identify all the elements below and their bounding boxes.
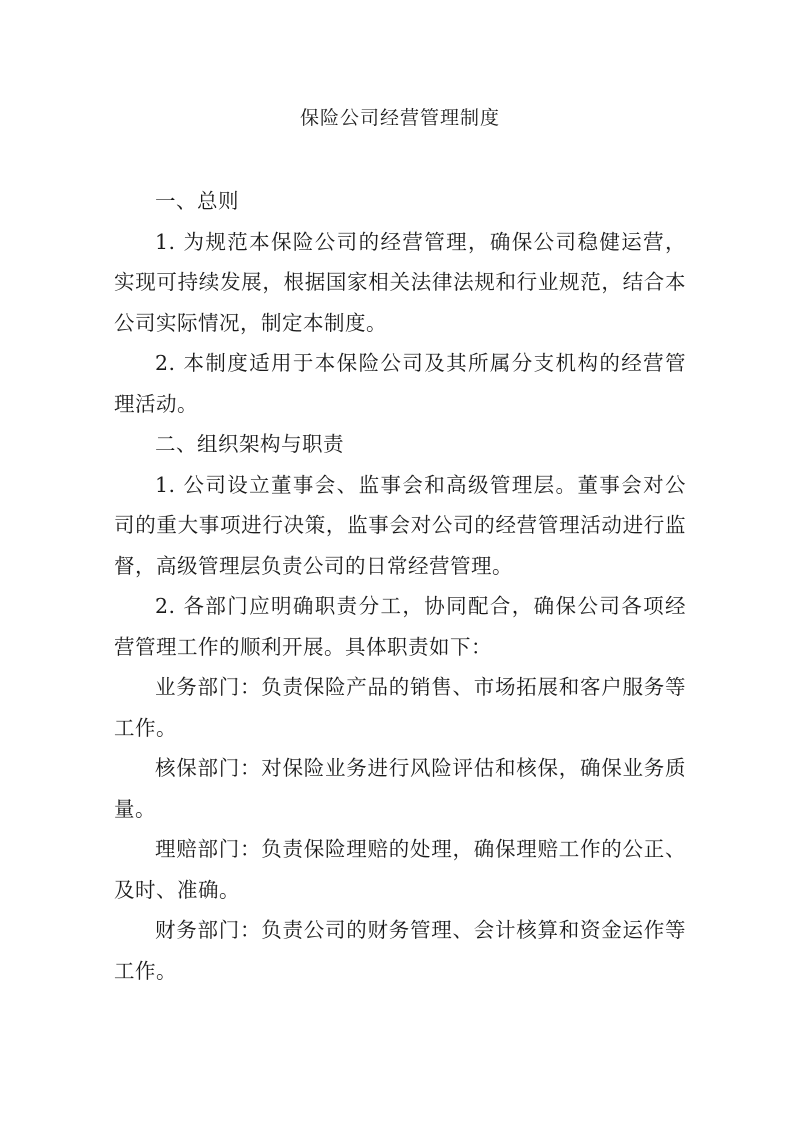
paragraph-purpose: 1. 为规范本保险公司的经营管理，确保公司稳健运营，实现可持续发展，根据国家相关法律法规和行业规范，结合本公司实际情况，制定本制度。 (114, 229, 686, 335)
section-heading-organization: 二、组织架构与职责 (155, 432, 344, 456)
paragraph-business-dept: 业务部门：负责保险产品的销售、市场拓展和客户服务等工作。 (114, 675, 686, 740)
paragraph-finance-dept: 财务部门：负责公司的财务管理、会计核算和资金运作等工作。 (114, 918, 686, 983)
section-heading-general: 一、总则 (155, 189, 239, 213)
document-body (114, 181, 686, 991)
paragraph-governance: 1. 公司设立董事会、监事会和高级管理层。董事会对公司的重大事项进行决策，监事会对公司的经营管理活动进行监督，高级管理层负责公司的日常经营管理。 (114, 472, 686, 578)
paragraph-departments: 2. 各部门应明确职责分工，协同配合，确保公司各项经营管理工作的顺利开展。具体职责如下： (114, 594, 686, 659)
paragraph-underwriting-dept: 核保部门：对保险业务进行风险评估和核保，确保业务质量。 (114, 756, 686, 821)
paragraph-claims-dept: 理赔部门：负责保险理赔的处理，确保理赔工作的公正、及时、准确。 (114, 837, 686, 902)
paragraph-scope: 2. 本制度适用于本保险公司及其所属分支机构的经营管理活动。 (114, 351, 686, 416)
document-title: 保险公司经营管理制度 (299, 107, 500, 129)
